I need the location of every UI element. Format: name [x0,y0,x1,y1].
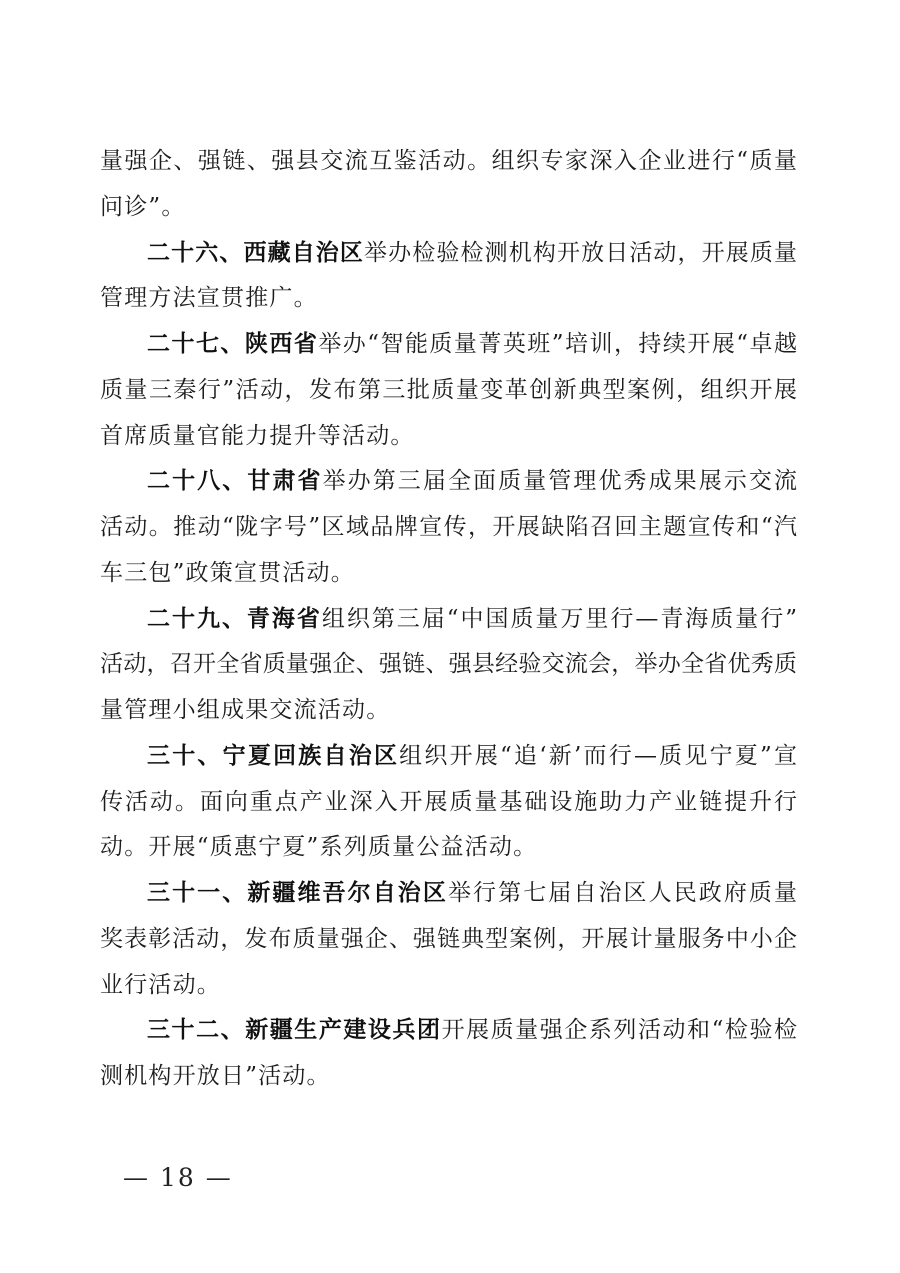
text-line [100,231,797,277]
text-line-body: 问诊”。 [100,193,186,220]
text-line [100,459,797,505]
text-line-body: 质量三秦行”活动，发布第三批质量变革创新典型案例，组织开展 [100,376,797,403]
page-number: — 18 — [123,1163,233,1192]
text-line [100,688,797,734]
section-heading-32: 三十二、新疆生产建设兵团 [147,1017,442,1044]
text-line [100,597,797,643]
text-line [100,551,797,597]
text-line [100,825,797,871]
text-line-body: 测机构开放日”活动。 [100,1063,331,1089]
text-line-body: 业行活动。 [100,971,221,998]
text-line [100,322,797,368]
text-line [100,642,797,688]
section-heading-27: 二十七、陕西省 [147,331,319,357]
text-line-body: 活动。推动“陇字号”区域品牌宣传，开展缺陷召回主题宣传和“汽 [100,514,797,540]
text-line-body: 管理方法宣贯推广。 [100,285,318,312]
text-line-body: 首席质量官能力提升等活动。 [100,422,415,449]
text-line-body: 举办检验检测机构开放日活动，开展质量 [364,239,798,266]
section-heading-29: 二十九、青海省 [147,605,322,632]
text-line-body: 活动，召开全省质量强企、强链、强县经验交流会，举办全省优秀质 [100,651,797,678]
text-line-body: 组织开展“追‘新’而行—质见宁夏”宣 [399,742,797,769]
text-line-body: 量强企、强链、强县交流互鉴活动。组织专家深入企业进行“质量 [100,148,797,174]
text-line [100,139,797,185]
section-heading-26: 二十六、西藏自治区 [147,239,365,266]
text-line-body: 举办“智能质量菁英班”培训，持续开展“卓越 [318,331,798,357]
text-line [100,414,797,460]
text-line-body: 车三包”政策宣贯活动。 [100,559,355,586]
text-line [100,505,797,551]
text-line-body: 举行第七届自治区人民政府质量 [447,880,798,906]
text-line-body: 组织第三届“中国质量万里行—青海质量行” [321,605,797,632]
document-body [100,139,797,1100]
section-heading-28: 二十八、甘肃省 [147,468,323,495]
text-line [100,276,797,322]
section-heading-31: 三十一、新疆维吾尔自治区 [147,880,448,906]
text-line [100,368,797,414]
text-line [100,1008,797,1054]
text-line-body: 奖表彰活动，发布质量强企、强链典型案例，开展计量服务中小企 [100,925,797,952]
text-line-body: 举办第三届全面质量管理优秀成果展示交流 [322,468,798,495]
text-line [100,963,797,1009]
text-line [100,185,797,231]
text-line [100,1054,797,1100]
text-line-body: 传活动。面向重点产业深入开展质量基础设施助力产业链提升行 [100,788,797,815]
text-line [100,917,797,963]
text-line [100,780,797,826]
text-line-body: 量管理小组成果交流活动。 [100,697,391,723]
text-line-body: 开展质量强企系列活动和“检验检 [441,1017,798,1044]
text-line-body: 动。开展“质惠宁夏”系列质量公益活动。 [100,834,538,861]
section-heading-30: 三十、宁夏回族自治区 [147,742,400,769]
text-line [100,871,797,917]
text-line [100,734,797,780]
